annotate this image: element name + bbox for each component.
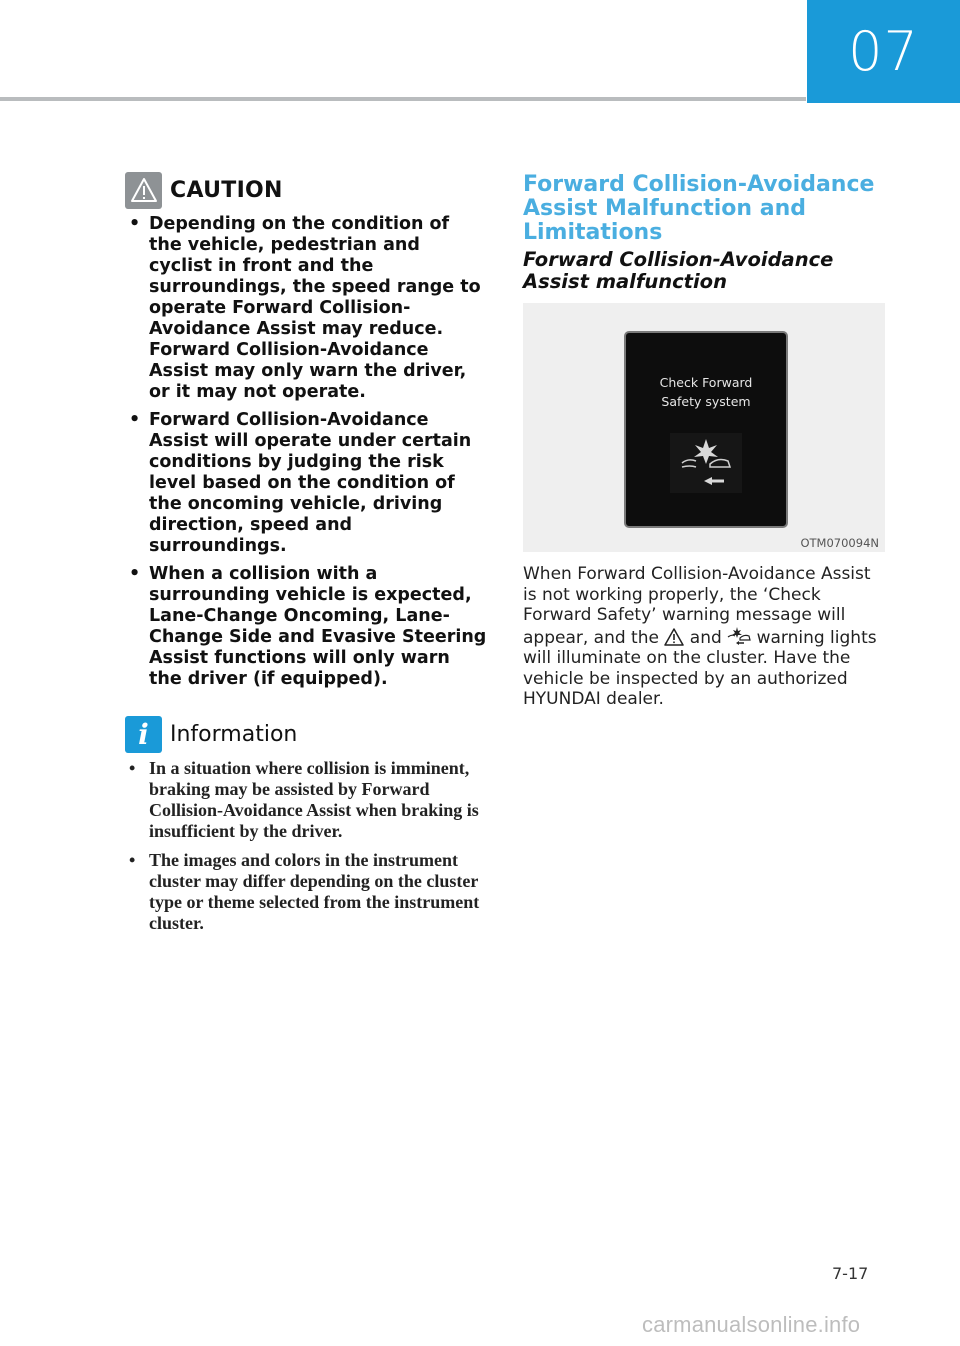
- caution-item: • Depending on the condition of the vehicle, pedestrian and cyclist in front and the surroundings, the speed range to operate Forward Collision-Avoidance Assist may reduce. Forward Collision-Avoidance Assist may only warn the driver, or it may not operate.: [125, 214, 487, 403]
- instrument-cluster-display: [624, 331, 788, 528]
- left-column: [125, 170, 487, 942]
- cluster-message: [626, 373, 786, 411]
- section-subtitle: Forward Collision-Avoidance Assist malfunction: [523, 248, 834, 293]
- header-rule: [0, 97, 806, 101]
- info-icon: i: [125, 716, 162, 753]
- forward-collision-warning-light-icon: [727, 626, 751, 646]
- information-item: • The images and colors in the instrument cluster may differ depending on the cluster type or theme selected from the instrument cluster.: [125, 850, 487, 934]
- information-list: [125, 758, 487, 934]
- information-header: [125, 714, 487, 754]
- body-text-part2: and: [689, 627, 722, 648]
- information-item: • In a situation where collision is imminent, braking may be assisted by Forward Collision-Avoidance Assist when braking is insufficient by the driver.: [125, 758, 487, 842]
- caution-item: • Forward Collision-Avoidance Assist will operate under certain conditions by judging the risk level based on the condition of the oncoming vehicle, driving direction, speed and surroundings.: [125, 410, 487, 557]
- figure-code: OTM070094N: [800, 536, 879, 550]
- information-title: Information: [170, 721, 298, 747]
- warning-triangle-icon: [664, 628, 684, 646]
- watermark: carmanualsonline.info: [642, 1312, 861, 1337]
- collision-warning-icon: [670, 433, 742, 493]
- cluster-figure: [523, 303, 885, 552]
- chapter-tab: 07: [807, 0, 960, 103]
- caution-header: [125, 170, 487, 210]
- caution-list: [125, 214, 487, 690]
- caution-item: • When a collision with a surrounding vehicle is expected, Lane-Change Oncoming, Lane-Change Side and Evasive Steering Assist functions will only warn the driver (if equipped).: [125, 564, 487, 690]
- right-column: [523, 173, 885, 710]
- section-title: Forward Collision-Avoidance Assist Malfunction and Limitations: [523, 172, 875, 245]
- body-text-part3: warning lights will illuminate on the cluster. Have the vehicle be inspected by an authorized HYUNDAI dealer.: [523, 627, 877, 709]
- cluster-message-line2: Safety system: [661, 394, 751, 409]
- warning-triangle-icon: [125, 172, 162, 209]
- body-text-part1: When Forward Collision-Avoidance Assist is not working properly, the ‘Check Forward Safety’ warning message will appear, and the: [523, 564, 871, 648]
- caution-title: CAUTION: [170, 177, 283, 203]
- cluster-message-line1: Check Forward: [659, 375, 753, 390]
- page-number: 7-17: [832, 1264, 869, 1283]
- malfunction-description: [523, 564, 885, 710]
